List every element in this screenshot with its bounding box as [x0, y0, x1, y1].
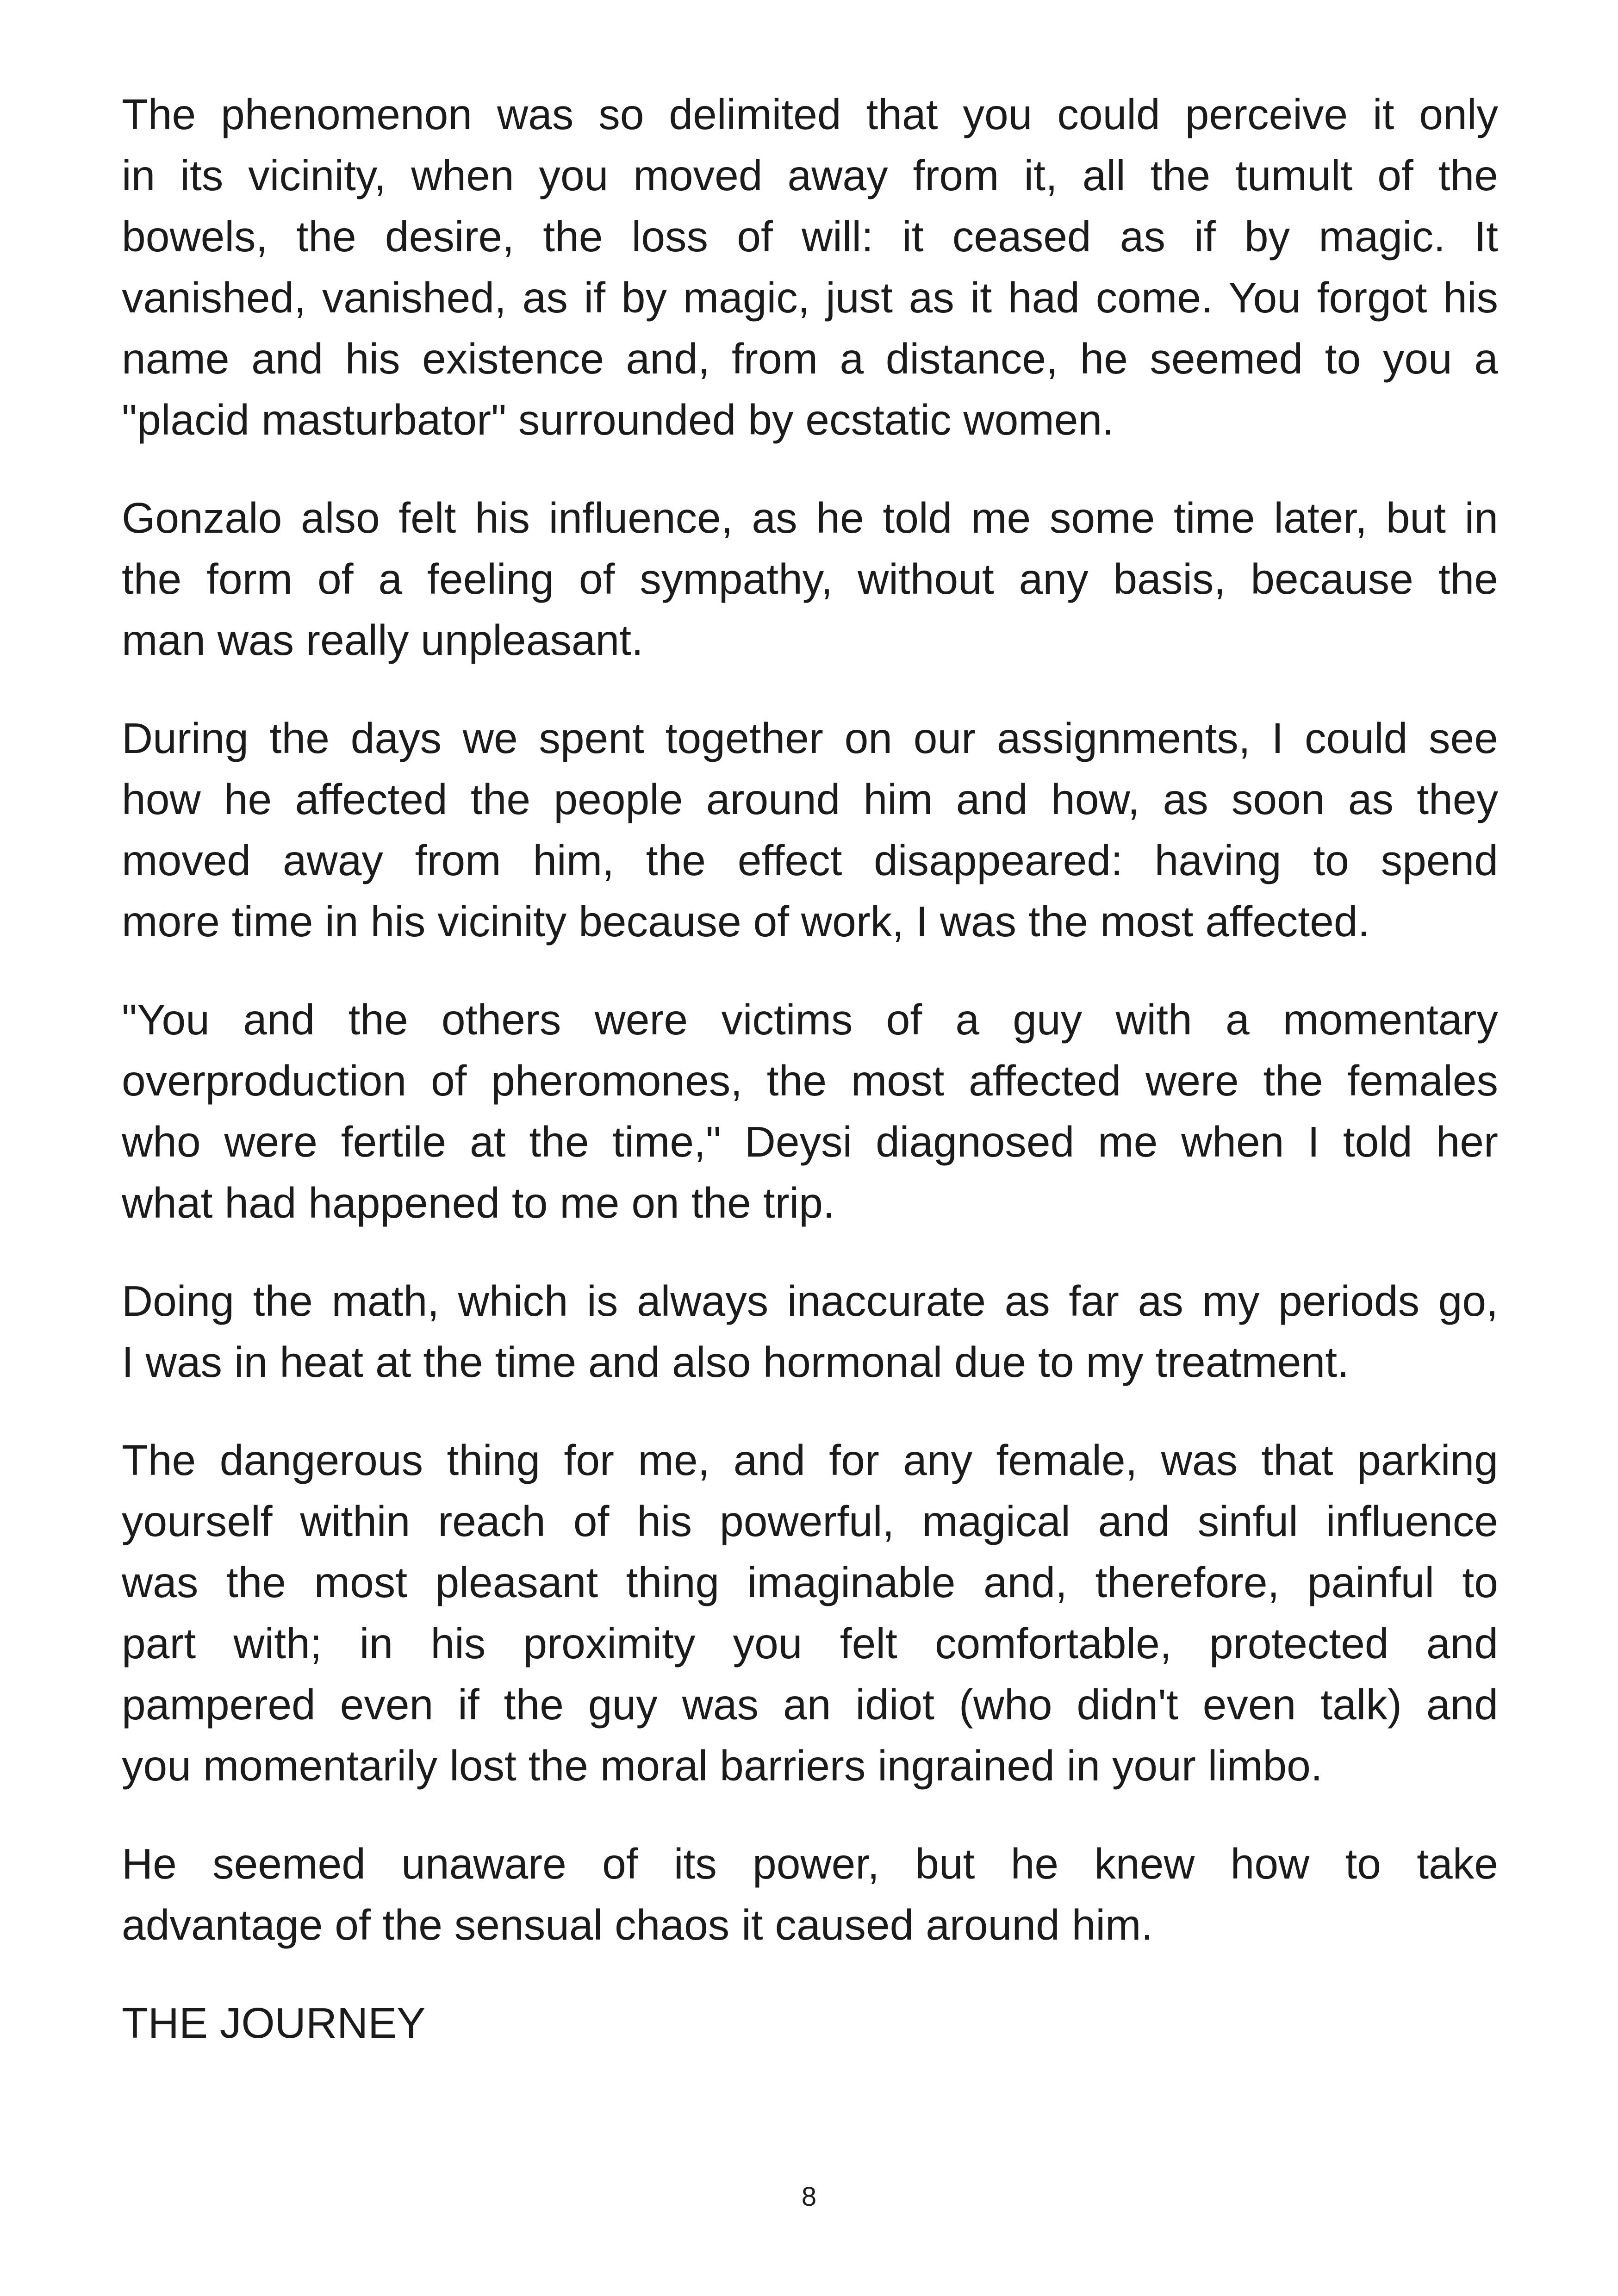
text-line: you momentarily lost the moral barriers ingrained in your limbo.	[122, 1742, 1323, 1790]
text-line: "You and the others were victims of a guy with a momentary	[122, 996, 1498, 1044]
text-line: was the most pleasant thing imaginable and, therefore, painful to	[122, 1558, 1498, 1606]
section-heading	[122, 1992, 1498, 2053]
paragraph	[122, 1270, 1498, 1393]
text-line: The dangerous thing for me, and for any female, was that parking	[122, 1436, 1498, 1484]
text-line: name and his existence and, from a distance, he seemed to you a	[122, 335, 1498, 383]
text-line: bowels, the desire, the loss of will: it ceased as if by magic. It	[122, 212, 1498, 261]
text-line: overproduction of pheromones, the most affected were the females	[122, 1057, 1498, 1105]
text-line: more time in his vicinity because of work, I was the most affected.	[122, 897, 1370, 946]
text-line: pampered even if the guy was an idiot (who didn't even talk) and	[122, 1680, 1498, 1729]
text-line: vanished, vanished, as if by magic, just as it had come. You forgot his	[122, 274, 1498, 322]
text-line: Doing the math, which is always inaccurate as far as my periods go,	[122, 1277, 1498, 1325]
body-text	[122, 84, 1498, 2091]
text-line: I was in heat at the time and also hormonal due to my treatment.	[122, 1338, 1349, 1386]
text-line: Gonzalo also felt his influence, as he told me some time later, but in	[122, 494, 1498, 542]
text-line: The phenomenon was so delimited that you could perceive it only	[122, 90, 1498, 138]
paragraph	[122, 487, 1498, 671]
paragraph	[122, 708, 1498, 952]
text-line: the form of a feeling of sympathy, without any basis, because the	[122, 555, 1498, 603]
text-line: part with; in his proximity you felt comfortable, protected and	[122, 1619, 1498, 1668]
text-line: man was really unpleasant.	[122, 616, 643, 664]
text-line: how he affected the people around him and how, as soon as they	[122, 775, 1498, 823]
text-line: in its vicinity, when you moved away from it, all the tumult of the	[122, 151, 1498, 199]
paragraph	[122, 1430, 1498, 1796]
paragraph	[122, 84, 1498, 450]
text-line: "placid masturbator" surrounded by ecstatic women.	[122, 396, 1114, 444]
page-number: 8	[801, 2182, 817, 2212]
text-line: advantage of the sensual chaos it caused around him.	[122, 1901, 1153, 1949]
text-line: yourself within reach of his powerful, magical and sinful influence	[122, 1497, 1498, 1545]
paragraph	[122, 1833, 1498, 1955]
text-line: what had happened to me on the trip.	[122, 1179, 835, 1227]
text-line: During the days we spent together on our assignments, I could see	[122, 714, 1498, 762]
section-heading-text: THE JOURNEY	[122, 1999, 426, 2047]
text-line: He seemed unaware of its power, but he knew how to take	[122, 1840, 1498, 1888]
paragraph	[122, 989, 1498, 1233]
text-line: moved away from him, the effect disappeared: having to spend	[122, 836, 1498, 884]
text-line: who were fertile at the time," Deysi diagnosed me when I told her	[122, 1118, 1498, 1166]
